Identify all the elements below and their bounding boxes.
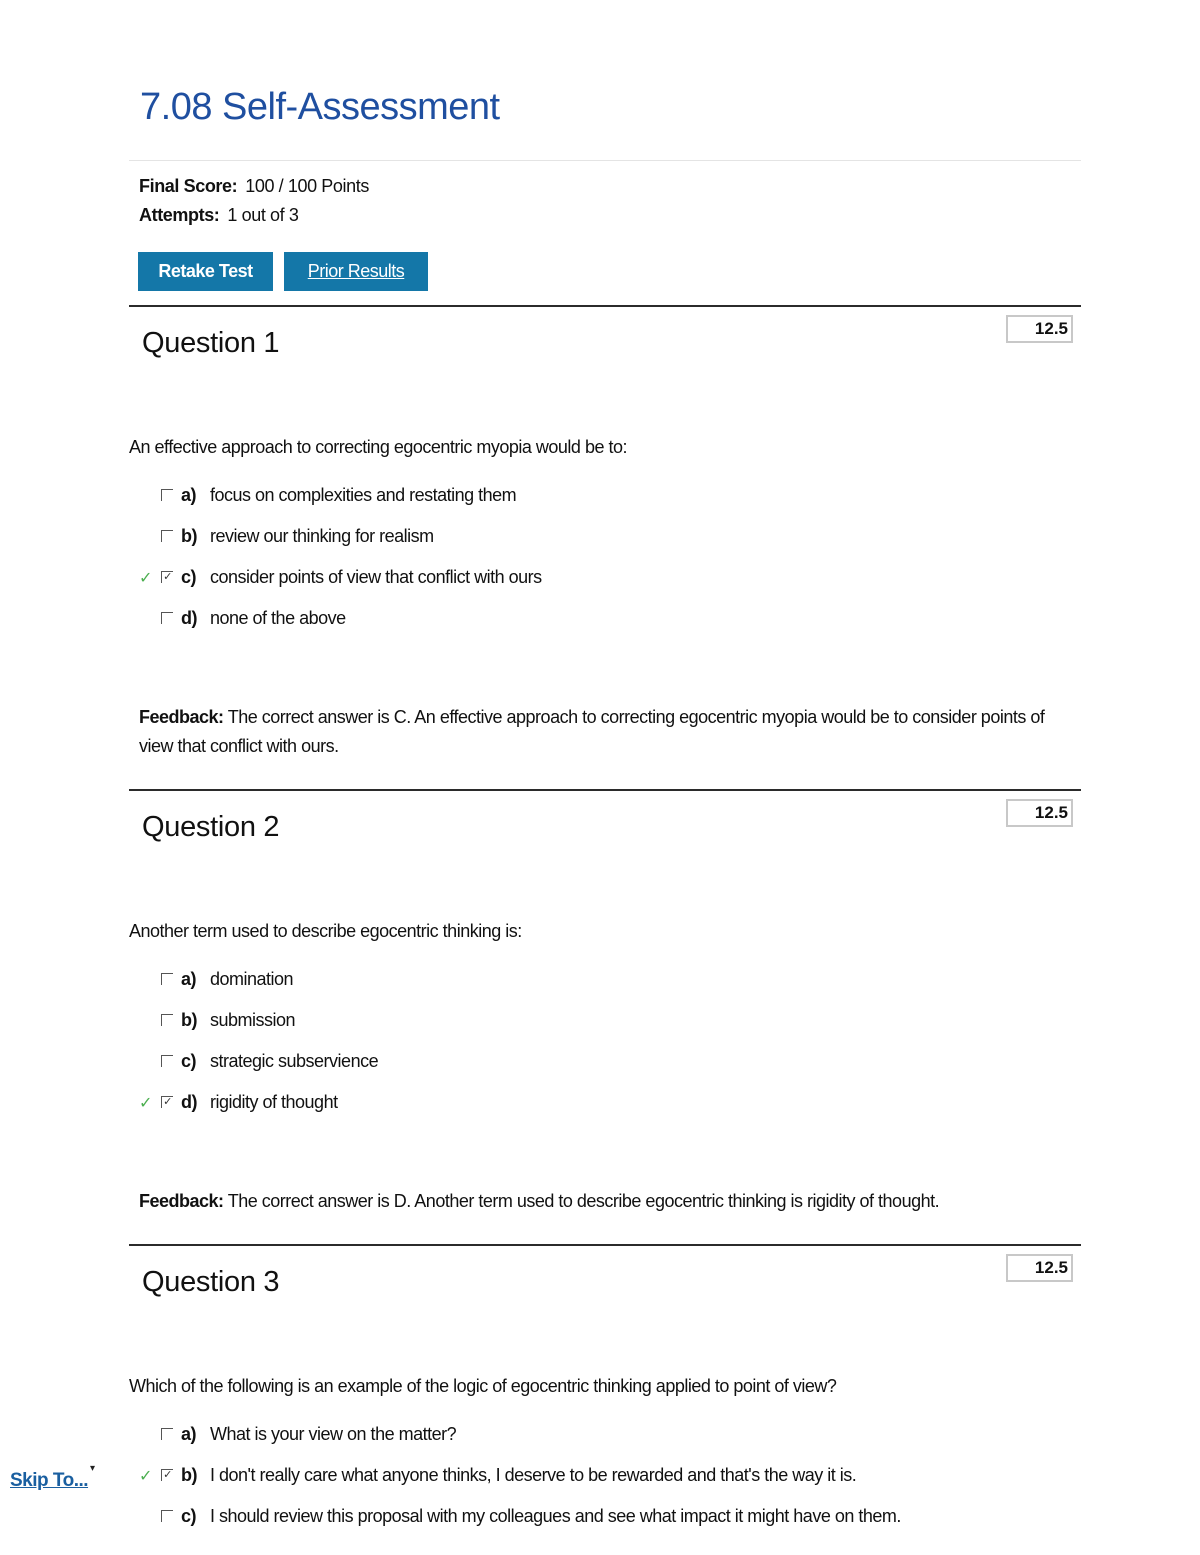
question-heading: Question 1	[142, 327, 280, 359]
final-score-row	[139, 175, 369, 204]
option-text: review our thinking for realism	[210, 526, 434, 546]
checkbox-checked[interactable]: ✓	[161, 1096, 173, 1108]
feedback	[139, 703, 1069, 761]
option-d[interactable]	[129, 608, 1081, 649]
checkbox-checked[interactable]: ✓	[161, 571, 173, 583]
option-letter: d)	[181, 608, 197, 628]
option-letter: a)	[181, 969, 197, 989]
attempts-label: Attempts:	[139, 205, 220, 225]
checkbox[interactable]	[161, 530, 173, 542]
option-text: focus on complexities and restating them	[210, 485, 517, 505]
feedback-text: The correct answer is C. An effective approach to correcting egocentric myopia would be to consider points of view that conflict with ours.	[139, 707, 1045, 756]
option-text: consider points of view that conflict with ours	[210, 567, 542, 587]
option-letter: a)	[181, 485, 197, 505]
page-title: 7.08 Self-Assessment	[140, 86, 500, 128]
skip-to-link[interactable]: Skip To...	[10, 1470, 89, 1491]
option-d[interactable]	[129, 1092, 1081, 1133]
feedback-label: Feedback:	[139, 707, 224, 727]
feedback-text: The correct answer is D. Another term used to describe egocentric thinking is rigidity of thought.	[227, 1191, 940, 1211]
option-letter: c)	[181, 1506, 197, 1526]
option-letter: d)	[181, 1092, 197, 1112]
question-3	[129, 1244, 1081, 1555]
attempts-value: 1 out of 3	[227, 205, 299, 225]
option-letter: a)	[181, 1424, 197, 1444]
option-letter: b)	[181, 526, 197, 546]
option-letter: c)	[181, 1051, 197, 1071]
question-prompt: Which of the following is an example of the logic of egocentric thinking applied to point of view?	[129, 1376, 837, 1396]
question-2	[129, 789, 1081, 1246]
final-score-label: Final Score:	[139, 176, 238, 196]
feedback	[139, 1187, 1069, 1216]
correct-check-icon: ✓	[139, 570, 152, 587]
option-a[interactable]	[129, 969, 1081, 1010]
retake-test-button[interactable]: Retake Test	[138, 252, 273, 291]
checkbox[interactable]	[161, 612, 173, 624]
question-heading: Question 2	[142, 811, 280, 843]
option-c[interactable]	[129, 1506, 1081, 1547]
question-prompt: Another term used to describe egocentric thinking is:	[129, 921, 522, 941]
checkbox[interactable]	[161, 1428, 173, 1440]
answer-options	[129, 485, 1081, 649]
checkbox[interactable]	[161, 489, 173, 501]
final-score-value: 100 / 100 Points	[245, 176, 369, 196]
caret-down-icon: ▾	[90, 1463, 96, 1474]
option-text: rigidity of thought	[210, 1092, 338, 1112]
answer-options	[129, 969, 1081, 1133]
option-text: What is your view on the matter?	[210, 1424, 457, 1444]
checkbox[interactable]	[161, 1055, 173, 1067]
attempts-row	[139, 204, 369, 233]
score-summary	[139, 175, 369, 233]
feedback-label: Feedback:	[139, 1191, 224, 1211]
option-text: submission	[210, 1010, 296, 1030]
option-text: none of the above	[210, 608, 346, 628]
option-b[interactable]	[129, 1465, 1081, 1506]
question-heading: Question 3	[142, 1266, 280, 1298]
points-badge: 12.5	[1006, 315, 1073, 343]
option-letter: b)	[181, 1010, 197, 1030]
prior-results-button[interactable]: Prior Results	[284, 252, 428, 291]
option-text: I should review this proposal with my colleagues and see what impact it might have on them.	[210, 1506, 901, 1526]
points-badge: 12.5	[1006, 799, 1073, 827]
option-text: I don't really care what anyone thinks, I deserve to be rewarded and that's the way it is.	[210, 1465, 857, 1485]
option-a[interactable]	[129, 485, 1081, 526]
option-letter: b)	[181, 1465, 197, 1485]
option-a[interactable]	[129, 1424, 1081, 1465]
option-b[interactable]	[129, 526, 1081, 567]
question-prompt: An effective approach to correcting egocentric myopia would be to:	[129, 437, 627, 457]
answer-options	[129, 1424, 1081, 1547]
option-c[interactable]	[129, 567, 1081, 608]
correct-check-icon: ✓	[139, 1095, 152, 1112]
option-text: strategic subservience	[210, 1051, 379, 1071]
checkbox-checked[interactable]: ✓	[161, 1469, 173, 1481]
question-1	[129, 305, 1081, 791]
checkbox[interactable]	[161, 1014, 173, 1026]
option-c[interactable]	[129, 1051, 1081, 1092]
correct-check-icon: ✓	[139, 1468, 152, 1485]
option-b[interactable]	[129, 1010, 1081, 1051]
title-divider	[129, 160, 1081, 161]
option-letter: c)	[181, 567, 197, 587]
points-badge: 12.5	[1006, 1254, 1073, 1282]
checkbox[interactable]	[161, 1510, 173, 1522]
option-text: domination	[210, 969, 294, 989]
checkbox[interactable]	[161, 973, 173, 985]
